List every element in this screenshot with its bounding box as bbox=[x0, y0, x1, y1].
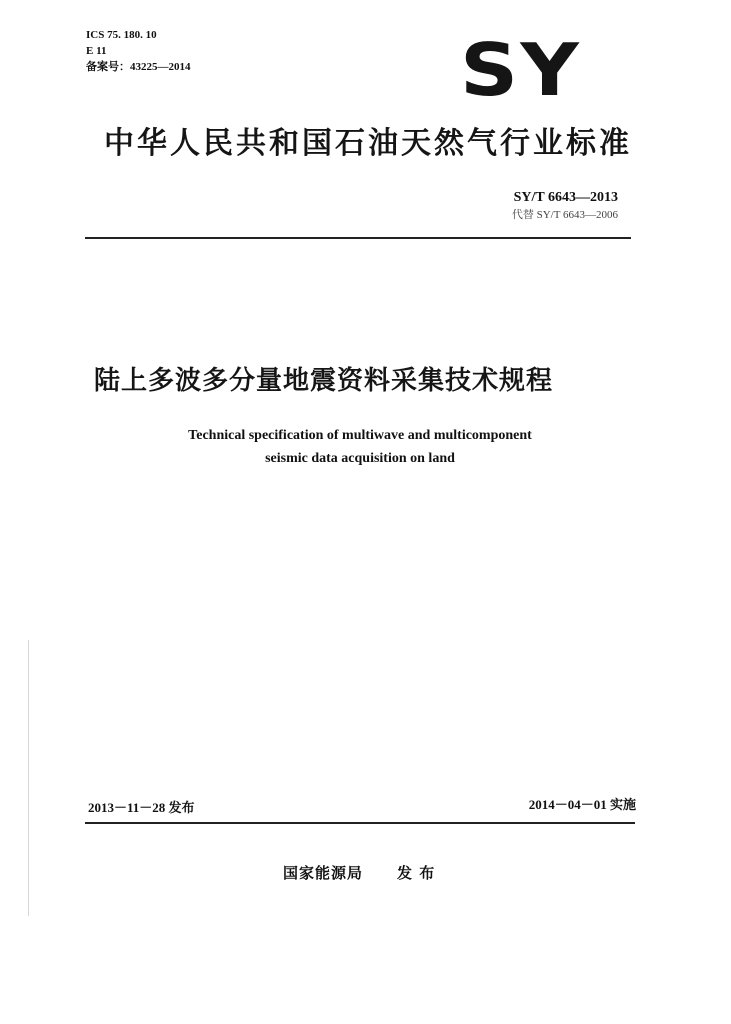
standard-code-block bbox=[512, 189, 618, 223]
scan-edge-line bbox=[28, 640, 29, 916]
standard-type-heading: 中华人民共和国石油天然气行业标准 bbox=[104, 126, 632, 161]
sy-logo: SY bbox=[460, 28, 581, 112]
chinese-title: 陆上多波多分量地震资料采集技术规程 bbox=[94, 366, 554, 396]
publisher-name: 国家能源局 bbox=[283, 864, 364, 882]
standard-number: SY/T 6643—2013 bbox=[513, 190, 618, 205]
bottom-divider bbox=[85, 822, 635, 824]
implementation-date: 2014－04－01 实施 bbox=[528, 797, 636, 812]
english-title bbox=[100, 424, 620, 470]
ics-code: ICS 75. 180. 10 bbox=[86, 29, 157, 41]
replaces-standard: 代替 SY/T 6643—2006 bbox=[511, 209, 618, 221]
issue-date: 2013－11－28 发布 bbox=[88, 800, 195, 815]
publish-action: 发 布 bbox=[397, 864, 436, 882]
english-title-line-2: seismic data acquisition on land bbox=[265, 451, 455, 466]
english-title-line-1: Technical specification of multiwave and multicomponent bbox=[188, 428, 532, 443]
publisher-line bbox=[283, 862, 435, 883]
record-number: 备案号：43225—2014 bbox=[86, 61, 191, 73]
category-code: E 11 bbox=[86, 45, 107, 57]
top-divider bbox=[85, 237, 631, 239]
classification-block bbox=[86, 27, 191, 75]
